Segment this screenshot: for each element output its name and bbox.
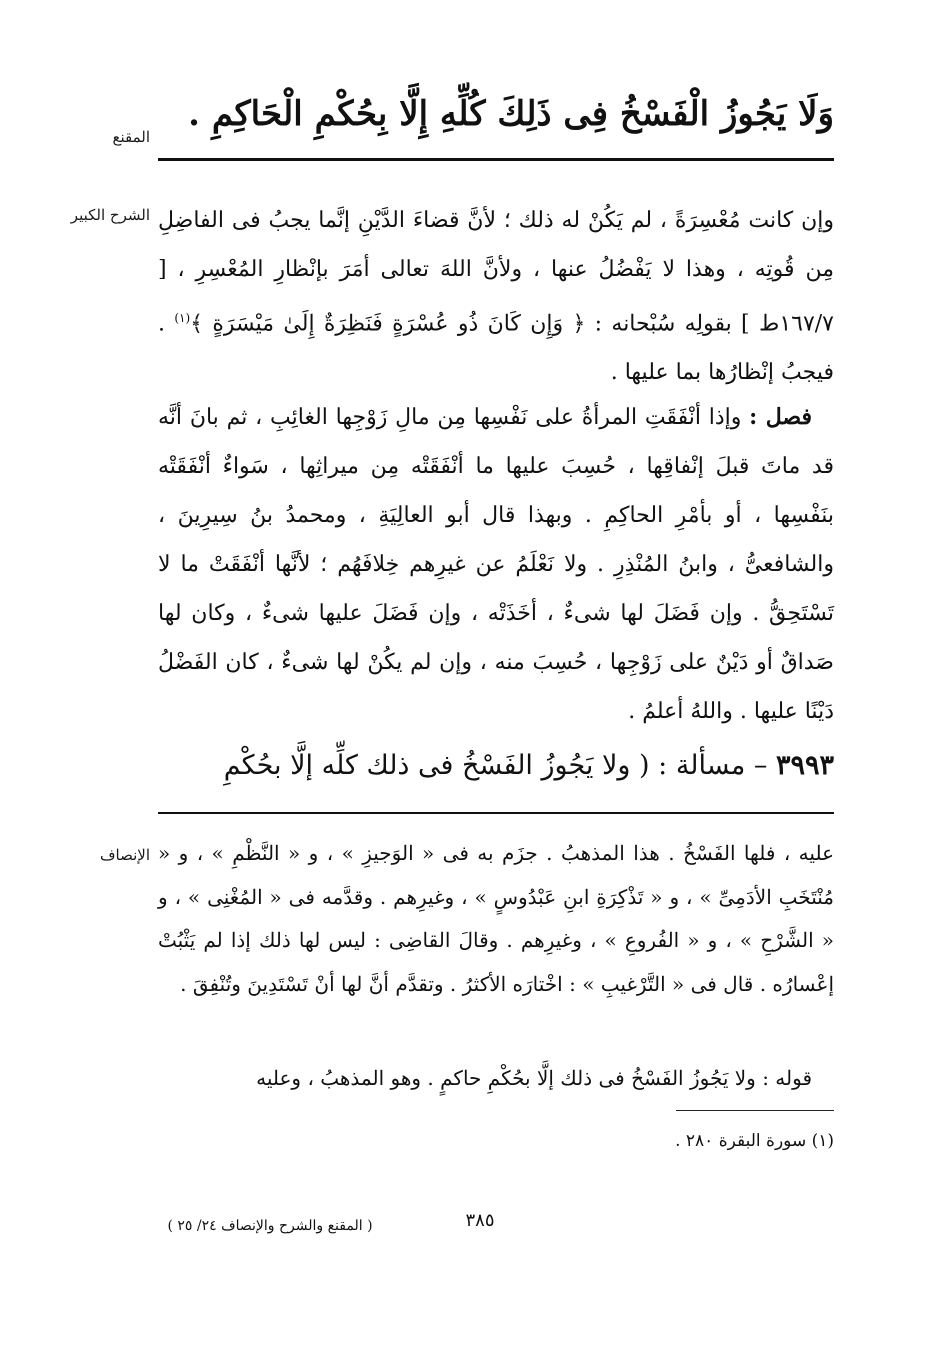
page-number: ٣٨٥	[465, 1210, 495, 1231]
insaf-label: الإنصاف	[99, 846, 150, 864]
insaf-para2-text: قوله : ولا يَجُوزُ الفَسْخُ فى ذلك إلَّا بحُكْمِ حاكمٍ . وهو المذهبُ ، وعليه	[256, 1066, 812, 1090]
sharh-para2-text: وإذا أنْفَقَتِ المرأةُ على نَفْسِها مِن مالِ زَوْجِها الغائِبِ ، ثم بانَ أنَّه قد ماتَ قبلَ إنْفاقِها ، حُسِبَ عليها ما أنْفَقَتْه مِن ميراثِها ، سَواءٌ أنْفَقَتْه بنَفْسِها ، أو بأمْرِ الحاكِمِ . وبهذا قال أبو العالِيَةِ ، ومحمدُ بنُ سِيرِينَ ، والشافعىُّ ، وابنُ المُنْذِرِ . ولا نَعْلَمُ عن غيرِهم خِلافَهُم ؛ لأنَّها أنْفَقَتْ ما لا تَسْتَحِقُّ . وإن فَضَلَ لها شىءٌ ، أخَذَتْه ، وإن فَضَلَ عليها شىءٌ ، وكان لها صَداقٌ أو دَيْنٌ على زَوْجِها ، حُسِبَ منه ، وإن لم يكُنْ لها شىءٌ ، كان الفَضْلُ دَيْنًا عليها . واللهُ أعلمُ .	[158, 405, 834, 724]
matn-divider	[158, 158, 834, 161]
insaf-paragraph-2	[158, 1057, 834, 1101]
book-reference: ( المقنع والشرح والإنصاف ٢٤/ ٢٥ )	[167, 1218, 373, 1234]
masala-line	[158, 738, 834, 794]
sharh-paragraph-2	[158, 393, 834, 736]
insaf-divider	[158, 812, 834, 814]
sharh-label: الشرح الكبير	[70, 206, 150, 224]
sharh-paragraph-1	[158, 196, 834, 397]
insaf-paragraph-1	[158, 832, 834, 1006]
masala-text: – مسألة : ( ولا يَجُوزُ الفَسْخُ فى ذلك كلِّه إلَّا بحُكْمِ	[223, 750, 776, 781]
masala-number: ٣٩٩٣	[775, 750, 834, 781]
footnote: (١) سورة البقرة ٢٨٠ .	[675, 1131, 834, 1151]
fasl-heading: فصل :	[749, 404, 812, 430]
muqni-label: المقنع	[112, 128, 150, 146]
sharh-para1-tail: . فيجبُ إنْظارُها بما عليها .	[158, 311, 834, 386]
footnote-divider	[676, 1110, 834, 1111]
matn-line: وَلَا يَجُوزُ الْفَسْخُ فِى ذَلِكَ كُلِّهِ إِلَّا بِحُكْمِ الْحَاكِمِ .	[188, 94, 834, 134]
matn-text	[158, 86, 834, 142]
sharh-para1-text: وإن كانت مُعْسِرَةً ، لم يَكُنْ له ذلك ؛ لأنَّ قضاءَ الدَّيْنِ إنَّما يجبُ فى الفاضِلِ مِن قُوتِه ، وهذا لا يَفْضُلُ عنها ، ولأنَّ اللهَ تعالى أمَرَ بإنْظارِ المُعْسِرِ ، [ ١٦٧/٧ط ] بقولِه سُبْحانه : ﴿ وَإِن كَانَ ذُو عُسْرَةٍ فَنَظِرَةٌ إِلَىٰ مَيْسَرَةٍ ﴾	[158, 208, 834, 337]
insaf-para1-text: عليه ، فلها الفَسْخُ . هذا المذهبُ . جزَم به فى « الوَجيزِ » ، و « النَّظْمِ » ، و « مُنْتَخَبِ الأدَمِىِّ » ، و « تَذْكِرَةِ ابنِ عَبْدُوسٍ » ، وغيرِهم . وقدَّمه فى « المُغْنِى » ، و « الشَّرْحِ » ، و « الفُروعِ » ، وغيرِهم . وقالَ القاضِى : ليس لها ذلك إذا لم يَثْبُتْ إعْسارُه . قال فى « التَّرْغيبِ » : اخْتارَه الأكثرُ . وتقدَّم أنَّ لها أنْ تَسْتَدِينَ وتُنْفِقَ .	[158, 841, 834, 996]
footnote-ref: (١)	[174, 311, 191, 325]
